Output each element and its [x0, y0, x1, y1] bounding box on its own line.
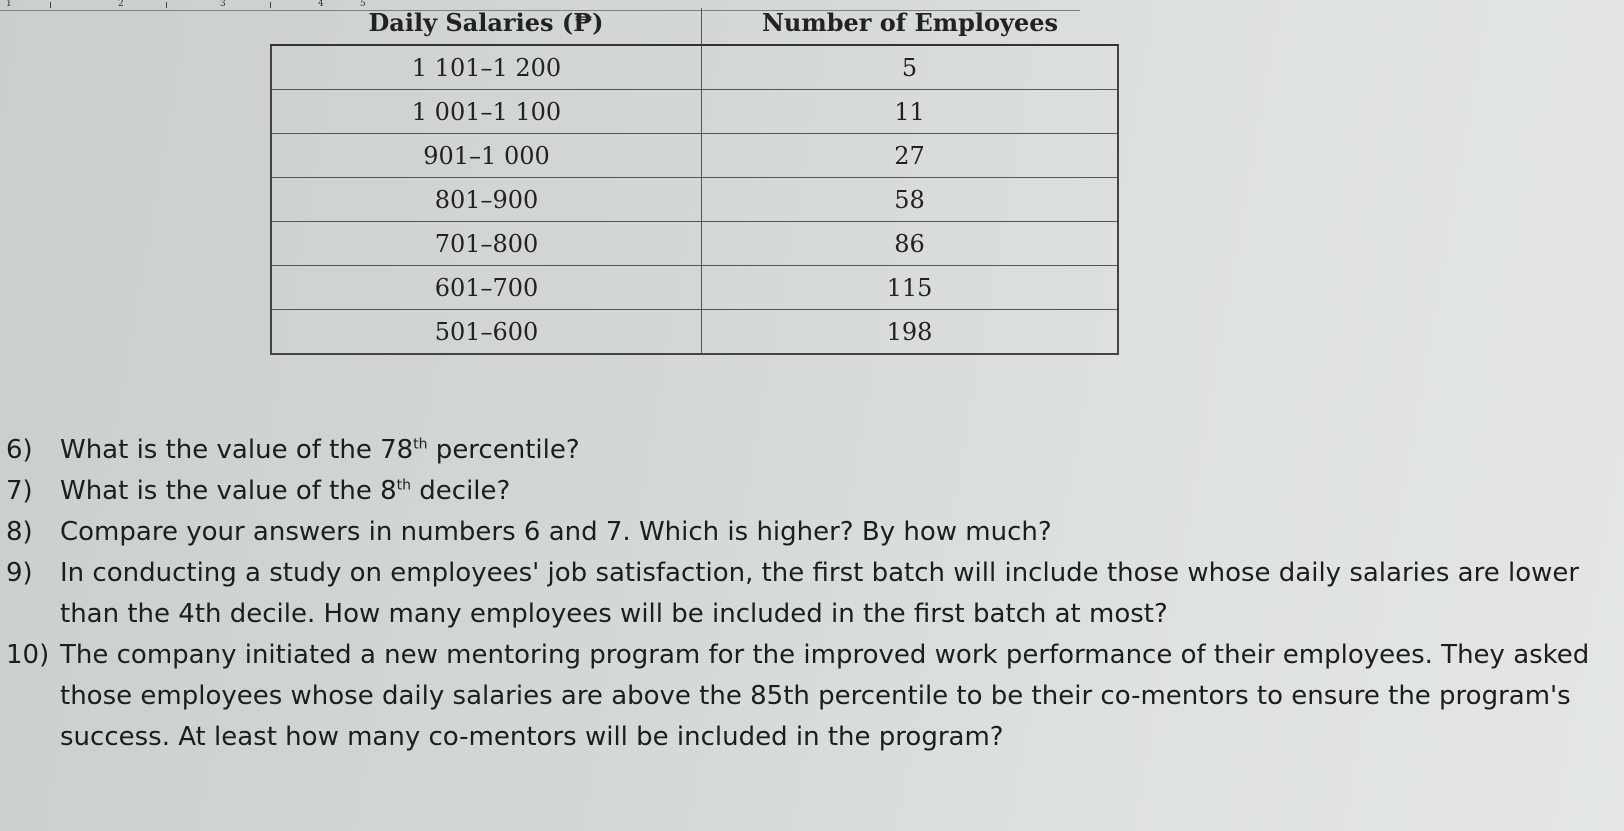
salary-cell: 501–600 [271, 310, 702, 355]
table-header-row [271, 8, 1118, 45]
ruler-mark: 1 [6, 0, 12, 9]
ruler-mark: 5 [360, 0, 366, 9]
employees-cell: 58 [702, 178, 1119, 222]
question-text-part: What is the value of the 8 [60, 476, 397, 506]
question-text [60, 471, 1606, 512]
question-text-part: percentile? [427, 435, 580, 465]
ordinal-suffix: th [396, 477, 412, 494]
table-row [271, 266, 1118, 310]
salary-cell: 701–800 [271, 222, 702, 266]
employees-cell: 27 [702, 134, 1119, 178]
salary-cell: 801–900 [271, 178, 702, 222]
ruler-mark: 2 [118, 0, 124, 9]
table-row [271, 178, 1118, 222]
employees-cell: 5 [702, 45, 1119, 90]
ruler-mark: 3 [220, 0, 226, 9]
ruler-tick [50, 2, 51, 8]
employees-cell: 198 [702, 310, 1119, 355]
salary-cell: 1 101–1 200 [271, 45, 702, 90]
table-row [271, 45, 1118, 90]
table-row [271, 90, 1118, 134]
question-9 [6, 553, 1606, 635]
question-list [6, 430, 1606, 758]
question-number: 9) [6, 558, 33, 588]
employees-cell: 86 [702, 222, 1119, 266]
question-8 [6, 512, 1606, 553]
question-number: 7) [6, 476, 33, 506]
question-7 [6, 471, 1606, 512]
question-text: In conducting a study on employees' job satisfaction, the first batch will include those whose daily salaries are lower than the 4th decile. How many employees will be included in the first batch at most? [60, 558, 1580, 629]
question-number: 8) [6, 517, 33, 547]
salary-frequency-table [270, 8, 1119, 355]
table-row [271, 134, 1118, 178]
employees-cell: 11 [702, 90, 1119, 134]
employees-cell: 115 [702, 266, 1119, 310]
ruler-mark: 4 [318, 0, 324, 9]
salary-cell: 601–700 [271, 266, 702, 310]
salary-cell: 1 001–1 100 [271, 90, 702, 134]
table-row [271, 222, 1118, 266]
ruler-tick [166, 2, 167, 8]
question-text-part: What is the value of the 78 [60, 435, 414, 465]
header-number-of-employees: Number of Employees [702, 8, 1119, 45]
question-text: The company initiated a new mentoring program for the improved work performance of their employees. They asked those employees whose daily salaries are above the 85th percentile to be their co-mentors to ensure the program's success. At least how many co-mentors will be included in the program? [60, 640, 1590, 752]
question-text [60, 430, 1606, 471]
question-number: 10) [6, 640, 50, 670]
question-number: 6) [6, 435, 33, 465]
question-10 [6, 635, 1606, 758]
question-6 [6, 430, 1606, 471]
question-text-part: decile? [411, 476, 511, 506]
table-row [271, 310, 1118, 355]
ordinal-suffix: th [413, 436, 428, 453]
question-text: Compare your answers in numbers 6 and 7. Which is higher? By how much? [60, 517, 1052, 547]
salary-cell: 901–1 000 [271, 134, 702, 178]
header-daily-salaries: Daily Salaries (₱) [271, 8, 702, 45]
